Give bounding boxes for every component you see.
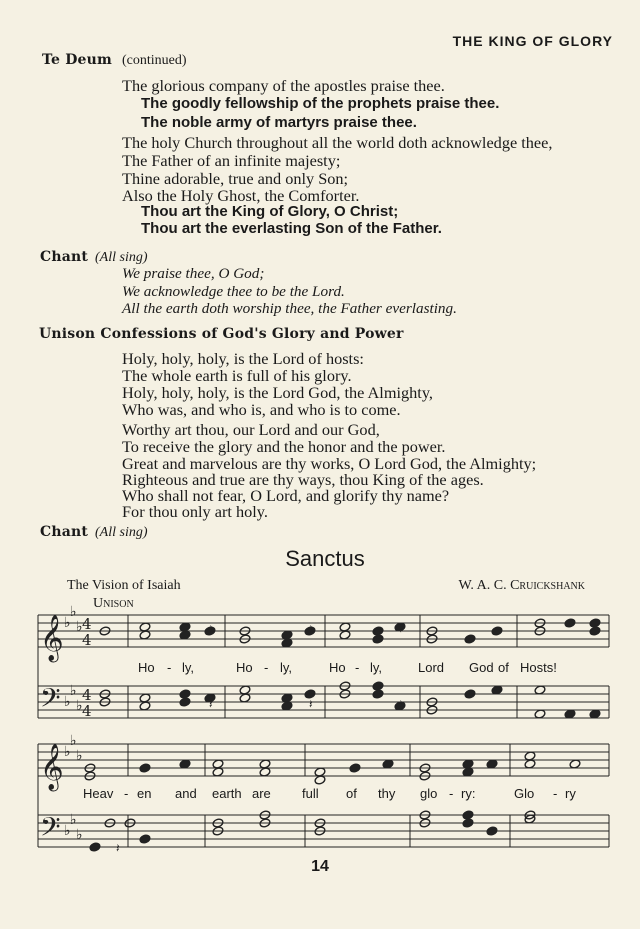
chant-line: We praise thee, O God; <box>122 265 265 282</box>
lyric-syllable: en <box>137 786 152 801</box>
flat-symbol: ♭ <box>64 615 71 631</box>
flat-symbol: ♭ <box>70 604 77 620</box>
reading-line: Holy, holy, holy, is the Lord of hosts: <box>122 349 364 368</box>
response-line: The goodly fellowship of the prophets praise thee. <box>141 95 500 112</box>
reading-line: To receive the glory and the honor and the power. <box>122 437 446 456</box>
section-label-te-deum: Te Deum <box>42 52 113 68</box>
flat-symbol: ♭ <box>64 823 71 839</box>
response-line: Thou art the everlasting Son of the Father. <box>141 220 442 237</box>
lyric-syllable: earth <box>212 786 242 801</box>
note-head <box>372 689 384 699</box>
note-head <box>486 826 498 836</box>
lyric-syllable: are <box>252 786 271 801</box>
quarter-rest: 𝄽 <box>309 697 313 711</box>
chant-line: All the earth doth worship thee, the Father everlasting. <box>122 300 457 317</box>
flat-symbol: ♭ <box>70 733 77 749</box>
section-label-unison: Unison Confessions of God's Glory and Power <box>39 326 404 342</box>
section-note: (continued) <box>122 53 187 68</box>
time-signature-denominator: 4 <box>82 702 92 720</box>
flat-symbol: ♭ <box>70 683 77 699</box>
flat-symbol: ♭ <box>76 619 83 635</box>
lyric-syllable: ly, <box>182 660 195 675</box>
tune-name: The Vision of Isaiah <box>67 578 181 593</box>
reading-line: The holy Church throughout all the world doth acknowledge thee, <box>122 133 553 152</box>
lyric-syllable: thy <box>378 786 396 801</box>
lyric-syllable: ly, <box>280 660 293 675</box>
bass-clef: 𝄢 <box>40 682 61 720</box>
note-head <box>589 618 601 628</box>
lyric-syllable: of <box>346 786 357 801</box>
lyric-syllable: Ho <box>329 660 346 675</box>
section-note: (All sing) <box>95 250 148 265</box>
response-line: Thou art the King of Glory, O Christ; <box>141 203 399 220</box>
reading-line: Worthy art thou, our Lord and our God, <box>122 420 380 439</box>
quarter-rest: 𝄽 <box>209 697 213 711</box>
time-signature-denominator: 4 <box>82 631 92 649</box>
reading-line: The glorious company of the apostles praise thee. <box>122 76 445 95</box>
note-head <box>139 763 151 773</box>
reading-line: Who was, and who is, and who is to come. <box>122 400 401 419</box>
time-signature-numerator: 4 <box>82 615 92 633</box>
lyric-syllable: and <box>175 786 197 801</box>
page-number: 14 <box>311 858 329 875</box>
hymn-title: Sanctus <box>285 546 365 571</box>
running-title: THE KING OF GLORY <box>452 33 613 49</box>
response-line: The noble army of martyrs praise thee. <box>141 114 417 131</box>
flat-symbol: ♭ <box>64 744 71 760</box>
reading-line: Also the Holy Ghost, the Comforter. <box>122 186 360 205</box>
lyric-syllable: ry <box>565 786 576 801</box>
note-head <box>179 689 191 699</box>
lyric-syllable: - <box>355 660 360 675</box>
lyric-syllable: ly, <box>370 660 383 675</box>
treble-clef: 𝄞 <box>40 744 64 790</box>
lyric-syllable: Ho <box>138 660 155 675</box>
lyric-syllable: Lord <box>418 660 445 675</box>
note-head <box>564 618 576 628</box>
lyric-syllable: - <box>553 786 558 801</box>
reading-line: For thou only art holy. <box>122 502 268 521</box>
reading-line: Who shall not fear, O Lord, and glorify thy name? <box>122 486 450 505</box>
section-label-chant: Chant <box>40 524 89 540</box>
quarter-rest: 𝄽 <box>399 697 403 711</box>
lyric-syllable: Glo <box>514 786 535 801</box>
lyric-syllable: full <box>302 786 319 801</box>
quarter-rest: 𝄽 <box>116 841 120 855</box>
reading-line: Great and marvelous are thy works, O Lord God, the Almighty; <box>122 454 537 473</box>
lyric-syllable: God <box>469 660 494 675</box>
section-label-chant: Chant <box>40 249 89 265</box>
reading-line: The Father of an infinite majesty; <box>122 151 341 170</box>
note-head <box>372 626 384 636</box>
lyric-syllable: Heav <box>83 786 114 801</box>
note-head <box>89 842 101 852</box>
flat-symbol: ♭ <box>64 694 71 710</box>
flat-symbol: ♭ <box>76 827 83 843</box>
flat-symbol: ♭ <box>76 698 83 714</box>
performance-direction: Unison <box>93 596 134 611</box>
reading-line: Holy, holy, holy, is the Lord God, the Almighty, <box>122 383 433 402</box>
lyric-syllable: of <box>498 660 509 675</box>
note-head <box>462 818 474 828</box>
note-head <box>349 763 361 773</box>
section-note: (All sing) <box>95 525 148 540</box>
lyric-syllable: ry: <box>461 786 476 801</box>
reading-line: Righteous and true are thy ways, thou King of the ages. <box>122 470 484 489</box>
reading-line: The whole earth is full of his glory. <box>122 366 352 385</box>
lyric-syllable: - <box>167 660 172 675</box>
note-head <box>372 681 384 691</box>
note-head <box>464 634 476 644</box>
composer: W. A. C. Cruickshank <box>458 578 585 593</box>
note-head <box>491 626 503 636</box>
flat-symbol: ♭ <box>70 812 77 828</box>
lyric-syllable: - <box>264 660 269 675</box>
time-signature-numerator: 4 <box>82 686 92 704</box>
reading-line: Thine adorable, true and only Son; <box>122 169 349 188</box>
flat-symbol: ♭ <box>76 748 83 764</box>
quarter-rest: 𝄽 <box>309 622 313 636</box>
quarter-rest: 𝄽 <box>399 622 403 636</box>
note-head <box>462 810 474 820</box>
lyric-syllable: - <box>449 786 454 801</box>
lyric-syllable: Hosts! <box>520 660 557 675</box>
treble-clef: 𝄞 <box>40 615 64 661</box>
lyric-syllable: glo <box>420 786 438 801</box>
note-head <box>372 634 384 644</box>
chant-line: We acknowledge thee to be the Lord. <box>122 283 345 300</box>
quarter-rest: 𝄽 <box>209 622 213 636</box>
note-head <box>139 834 151 844</box>
lyric-syllable: Ho <box>236 660 253 675</box>
lyric-syllable: - <box>124 786 129 801</box>
note-head <box>179 697 191 707</box>
note-head <box>464 689 476 699</box>
bass-clef: 𝄢 <box>40 811 61 849</box>
note-head <box>589 626 601 636</box>
